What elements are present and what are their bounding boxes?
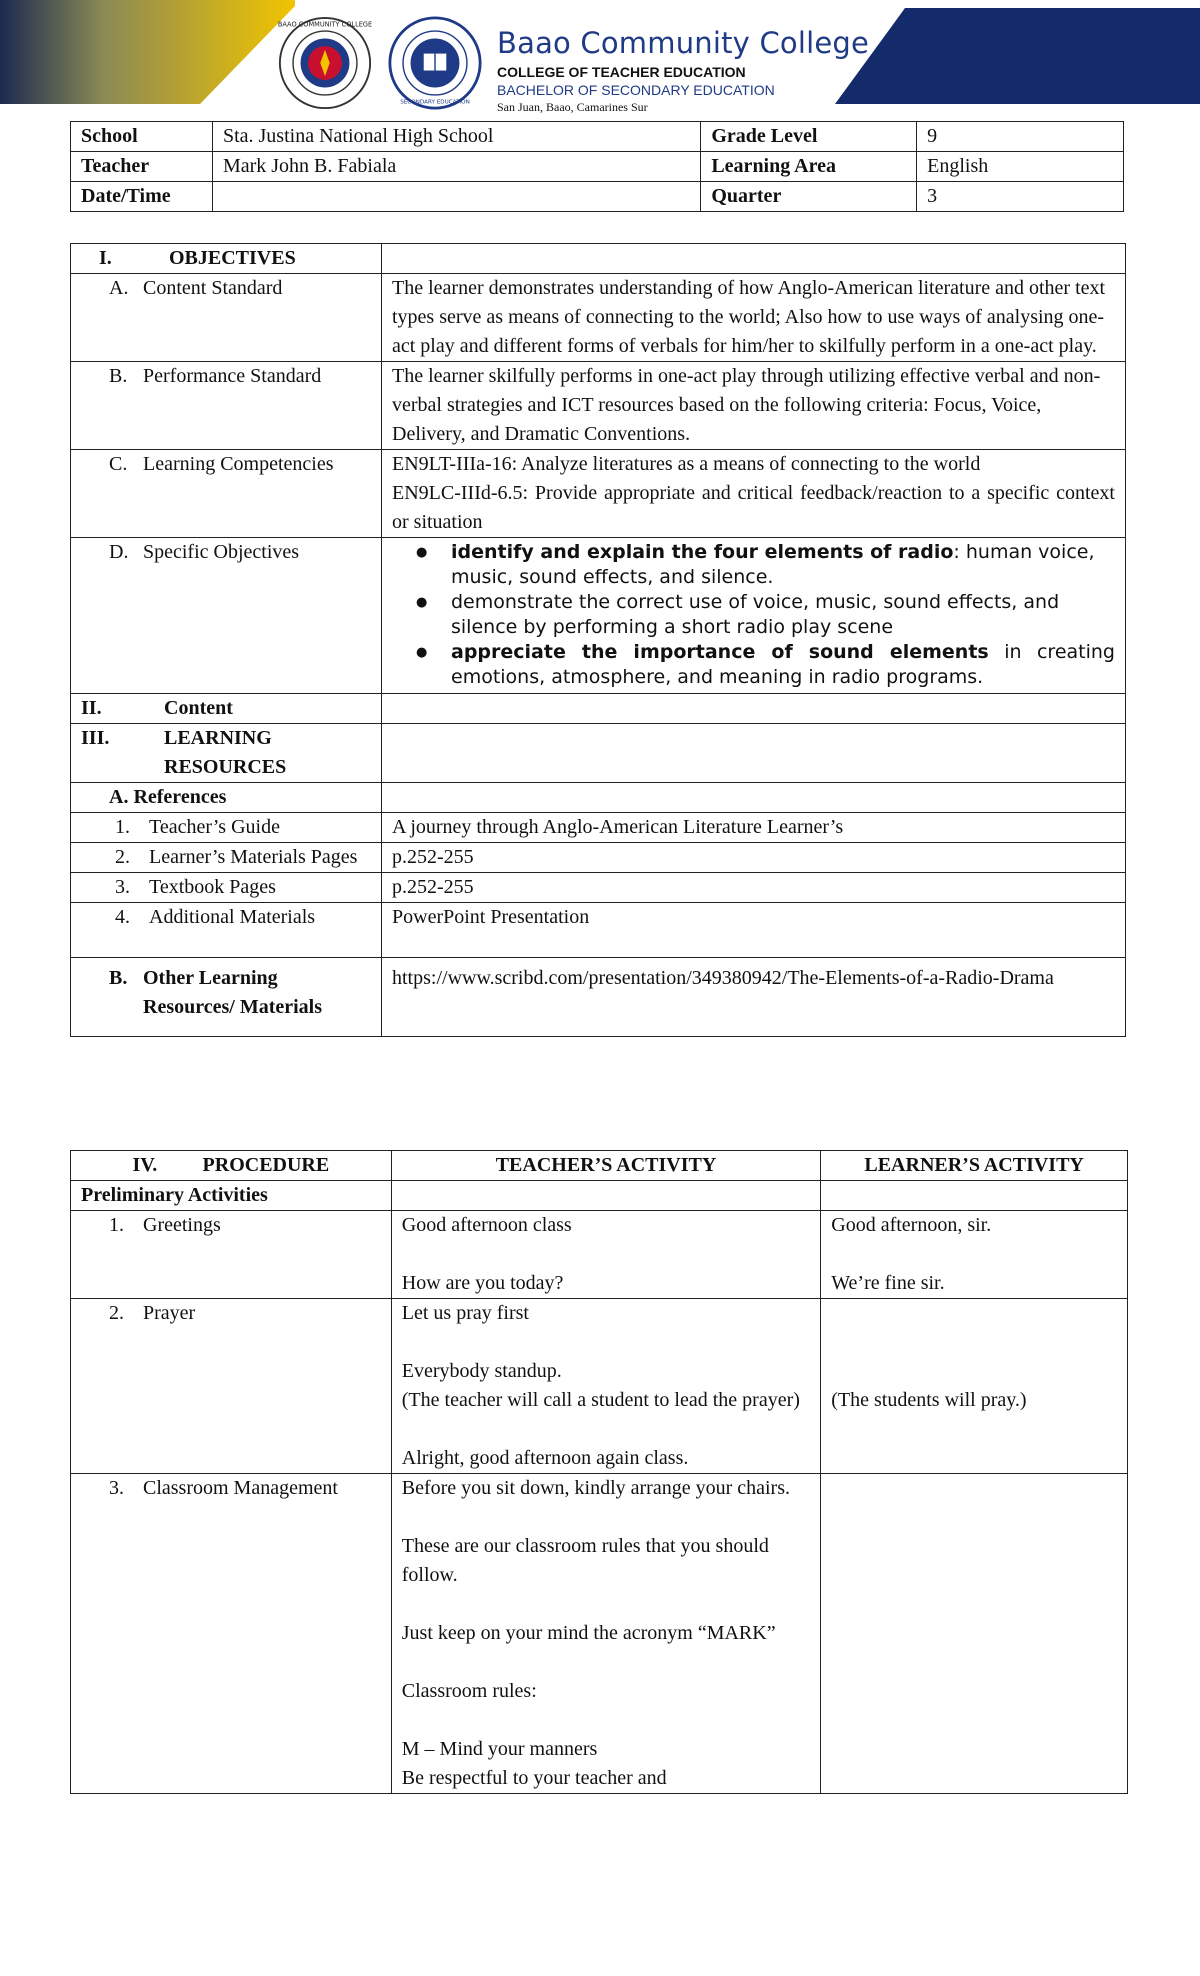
table-row: [71, 724, 1126, 783]
teacher-value: Mark John B. Fabiala: [212, 152, 700, 182]
competencies-text: EN9LT-IIIa-16: Analyze literatures as a means of connecting to the world EN9LC-IIId-6.5: Provide appropriate and critical feedback/reaction to a specific context or situation: [382, 450, 1126, 538]
quarter-label: Quarter: [701, 182, 917, 212]
area-label: Learning Area: [701, 152, 917, 182]
table-row: [71, 958, 1126, 1037]
college-name: Baao Community College: [497, 26, 870, 60]
table-row: [71, 843, 1126, 873]
table-row: [71, 1211, 1128, 1299]
area-value: English: [917, 152, 1124, 182]
specific-objectives-list: [382, 538, 1126, 694]
list-item: ● demonstrate the correct use of voice, music, sound effects, and silence by performing a short radio play scene: [382, 590, 1115, 640]
school-value: Sta. Justina National High School: [212, 122, 700, 152]
table-row: [71, 362, 1126, 450]
college-department: COLLEGE OF TEACHER EDUCATION: [497, 64, 746, 80]
table-row: [71, 1299, 1128, 1474]
other-resources-label: B. Other Learning Resources/ Materials: [71, 958, 382, 1037]
greetings-teacher: Good afternoon class How are you today?: [391, 1211, 821, 1299]
teacher-label: Teacher: [71, 152, 213, 182]
table-row: [71, 152, 1124, 182]
reference-label: 2. Learner’s Materials Pages: [71, 843, 382, 873]
objectives-table: [70, 243, 1126, 1037]
svg-text:SECONDARY EDUCATION: SECONDARY EDUCATION: [400, 99, 470, 106]
table-row: [71, 1474, 1128, 1794]
objectives-heading: I. OBJECTIVES: [71, 244, 382, 274]
learning-resources-heading: III. LEARNING RESOURCES: [71, 724, 382, 783]
table-row: [71, 903, 1126, 958]
table-row: [71, 450, 1126, 538]
other-resources-link[interactable]: https://www.scribd.com/presentation/349380942/The-Elements-of-a-Radio-Drama: [382, 958, 1126, 1037]
reference-value: A journey through Anglo-American Literature Learner’s: [382, 813, 1126, 843]
learner-activity-heading: LEARNER’S ACTIVITY: [821, 1151, 1128, 1181]
procedure-heading: IV. PROCEDURE: [71, 1151, 392, 1181]
greetings-label: 1. Greetings: [71, 1211, 392, 1299]
preliminary-heading: Preliminary Activities: [71, 1181, 392, 1211]
greetings-learner: Good afternoon, sir. We’re fine sir.: [821, 1211, 1128, 1299]
table-row: [71, 1151, 1128, 1181]
education-seal-icon: [388, 16, 482, 110]
quarter-value: 3: [917, 182, 1124, 212]
table-row: [71, 538, 1126, 694]
reference-label: 4. Additional Materials: [71, 903, 382, 958]
grade-value: 9: [917, 122, 1124, 152]
management-teacher: Before you sit down, kindly arrange your chairs. These are our classroom rules that you should follow. Just keep on your mind the acronym “MARK” Classroom rules: M – Mind your manners Be respectful to your teacher and: [391, 1474, 821, 1794]
list-item: ● appreciate the importance of sound elements in creating emotions, atmosphere, and meaning in radio programs.: [382, 640, 1115, 690]
reference-value: p.252-255: [382, 843, 1126, 873]
college-seal-icon: [278, 16, 372, 110]
table-row: [71, 1181, 1128, 1211]
prayer-teacher: Let us pray first Everybody standup. (The teacher will call a student to lead the prayer) Alright, good afternoon again class.: [391, 1299, 821, 1474]
table-row: [71, 122, 1124, 152]
table-row: [71, 244, 1126, 274]
performance-standard-label: B. Performance Standard: [71, 362, 382, 450]
table-row: [71, 813, 1126, 843]
prayer-learner: (The students will pray.): [821, 1299, 1128, 1474]
letterhead: [0, 0, 1200, 120]
school-label: School: [71, 122, 213, 152]
date-label: Date/Time: [71, 182, 213, 212]
navy-banner-shape: [835, 8, 1200, 104]
date-value: [212, 182, 700, 212]
table-row: [71, 783, 1126, 813]
prayer-label: 2. Prayer: [71, 1299, 392, 1474]
teacher-activity-heading: TEACHER’S ACTIVITY: [391, 1151, 821, 1181]
table-row: [71, 873, 1126, 903]
reference-value: PowerPoint Presentation: [382, 903, 1126, 958]
competencies-label: C. Learning Competencies: [71, 450, 382, 538]
svg-text:BAAO COMMUNITY COLLEGE: BAAO COMMUNITY COLLEGE: [278, 20, 372, 29]
content-standard-label: A. Content Standard: [71, 274, 382, 362]
table-row: [71, 182, 1124, 212]
performance-standard-text: The learner skilfully performs in one-act play through utilizing effective verbal and non-verbal strategies and ICT resources based on the following criteria: Focus, Voice, Delivery, and Dramatic Conventions.: [382, 362, 1126, 450]
procedure-table: [70, 1150, 1128, 1794]
table-row: [71, 274, 1126, 362]
gold-banner-shape: [0, 0, 295, 104]
content-standard-text: The learner demonstrates understanding of how Anglo-American literature and other text types serve as means of connecting to the world; Also how to use ways of analysing one-act play and different forms of verbals for him/her to skilfully perform in a one-act play.: [382, 274, 1126, 362]
college-program: BACHELOR OF SECONDARY EDUCATION: [497, 82, 775, 98]
content-heading: II. Content: [71, 694, 382, 724]
management-label: 3. Classroom Management: [71, 1474, 392, 1794]
reference-value: p.252-255: [382, 873, 1126, 903]
specific-objectives-label: D. Specific Objectives: [71, 538, 382, 694]
grade-label: Grade Level: [701, 122, 917, 152]
table-row: [71, 694, 1126, 724]
reference-label: 1. Teacher’s Guide: [71, 813, 382, 843]
lesson-info-table: [70, 121, 1124, 212]
references-heading: A. References: [71, 783, 382, 813]
reference-label: 3. Textbook Pages: [71, 873, 382, 903]
college-address: San Juan, Baao, Camarines Sur: [497, 100, 648, 114]
list-item: ● identify and explain the four elements of radio: human voice, music, sound effects, and silence.: [382, 540, 1115, 590]
